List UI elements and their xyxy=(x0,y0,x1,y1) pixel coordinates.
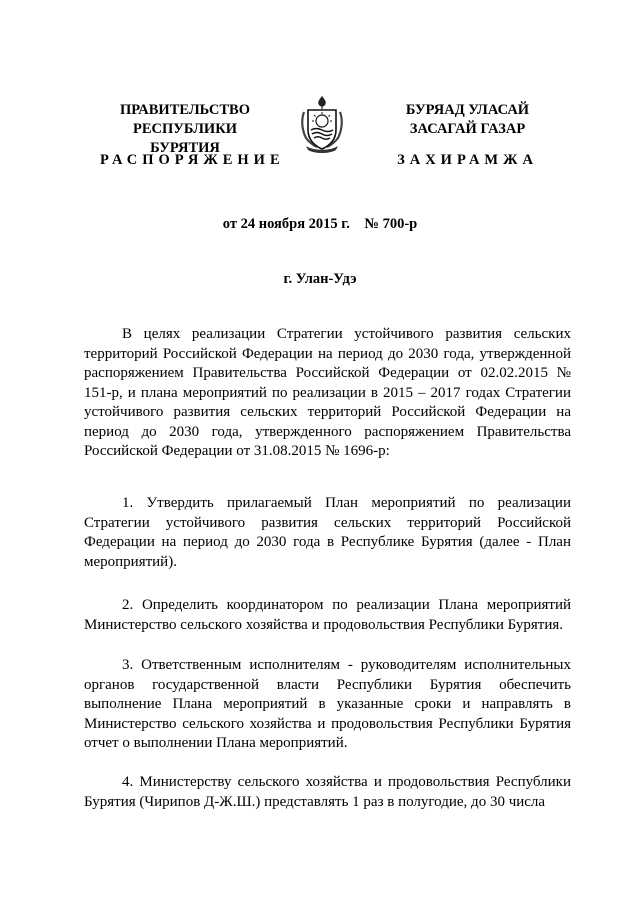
header-left-line1: ПРАВИТЕЛЬСТВО xyxy=(120,102,250,118)
document-type-bua: ЗАХИРАМЖА xyxy=(397,152,538,168)
clause-1-paragraph: 1. Утвердить прилагаемый План мероприятий по реализации Стратегии устойчивого развития сельских территорий Российской Федерации на период до 2030 года в Республике Бурятия (далее - План мероприятий). xyxy=(84,495,571,570)
date-and-number: от 24 ноября 2015 г. № 700-р xyxy=(222,216,418,232)
header-right-line1: БУРЯАД УЛАСАЙ xyxy=(405,102,530,118)
header-right-line2: ЗАСАГАЙ ГАЗАР xyxy=(409,121,526,137)
government-header-ru xyxy=(100,101,270,158)
coat-of-arms-emblem-icon xyxy=(297,94,347,154)
clause-2-paragraph: 2. Определить координатором по реализации Плана мероприятий Министерство сельского хозяйства и продовольствия Республики Бурятия. xyxy=(84,597,571,633)
issue-city: г. Улан-Удэ xyxy=(283,271,357,287)
preamble-paragraph: В целях реализации Стратегии устойчивого развития сельских территорий Российской Федерации на период до 2030 года, утвержденной распоряжением Правительства Российской Федерации от 02.02.2015 № 151-р, и плана мероприятий по реализации в 2015 – 2017 годах Стратегии устойчивого развития сельских территорий Российской Федерации на период до 2030 года, утвержденного распоряжением Правительства Российской Федерации от 31.08.2015 № 1696-р: xyxy=(84,326,571,459)
header-left-line2: РЕСПУБЛИКИ БУРЯТИЯ xyxy=(132,121,238,156)
clause-3-paragraph: 3. Ответственным исполнителям - руководителям исполнительных органов государственной власти Республики Бурятия обеспечить выполнение Плана мероприятий в указанные сроки и направлять в Министерство сельского хозяйства и продовольствия Республики Бурятия отчет о выполнении Плана мероприятий. xyxy=(84,657,571,751)
document-type-ru: РАСПОРЯЖЕНИЕ xyxy=(100,152,285,168)
government-header-bua xyxy=(395,101,540,139)
clause-4-paragraph: 4. Министерству сельского хозяйства и продовольствия Республики Бурятия (Чирипов Д-Ж.Ш.) представлять 1 раз в полугодие, до 30 числа xyxy=(84,774,571,810)
